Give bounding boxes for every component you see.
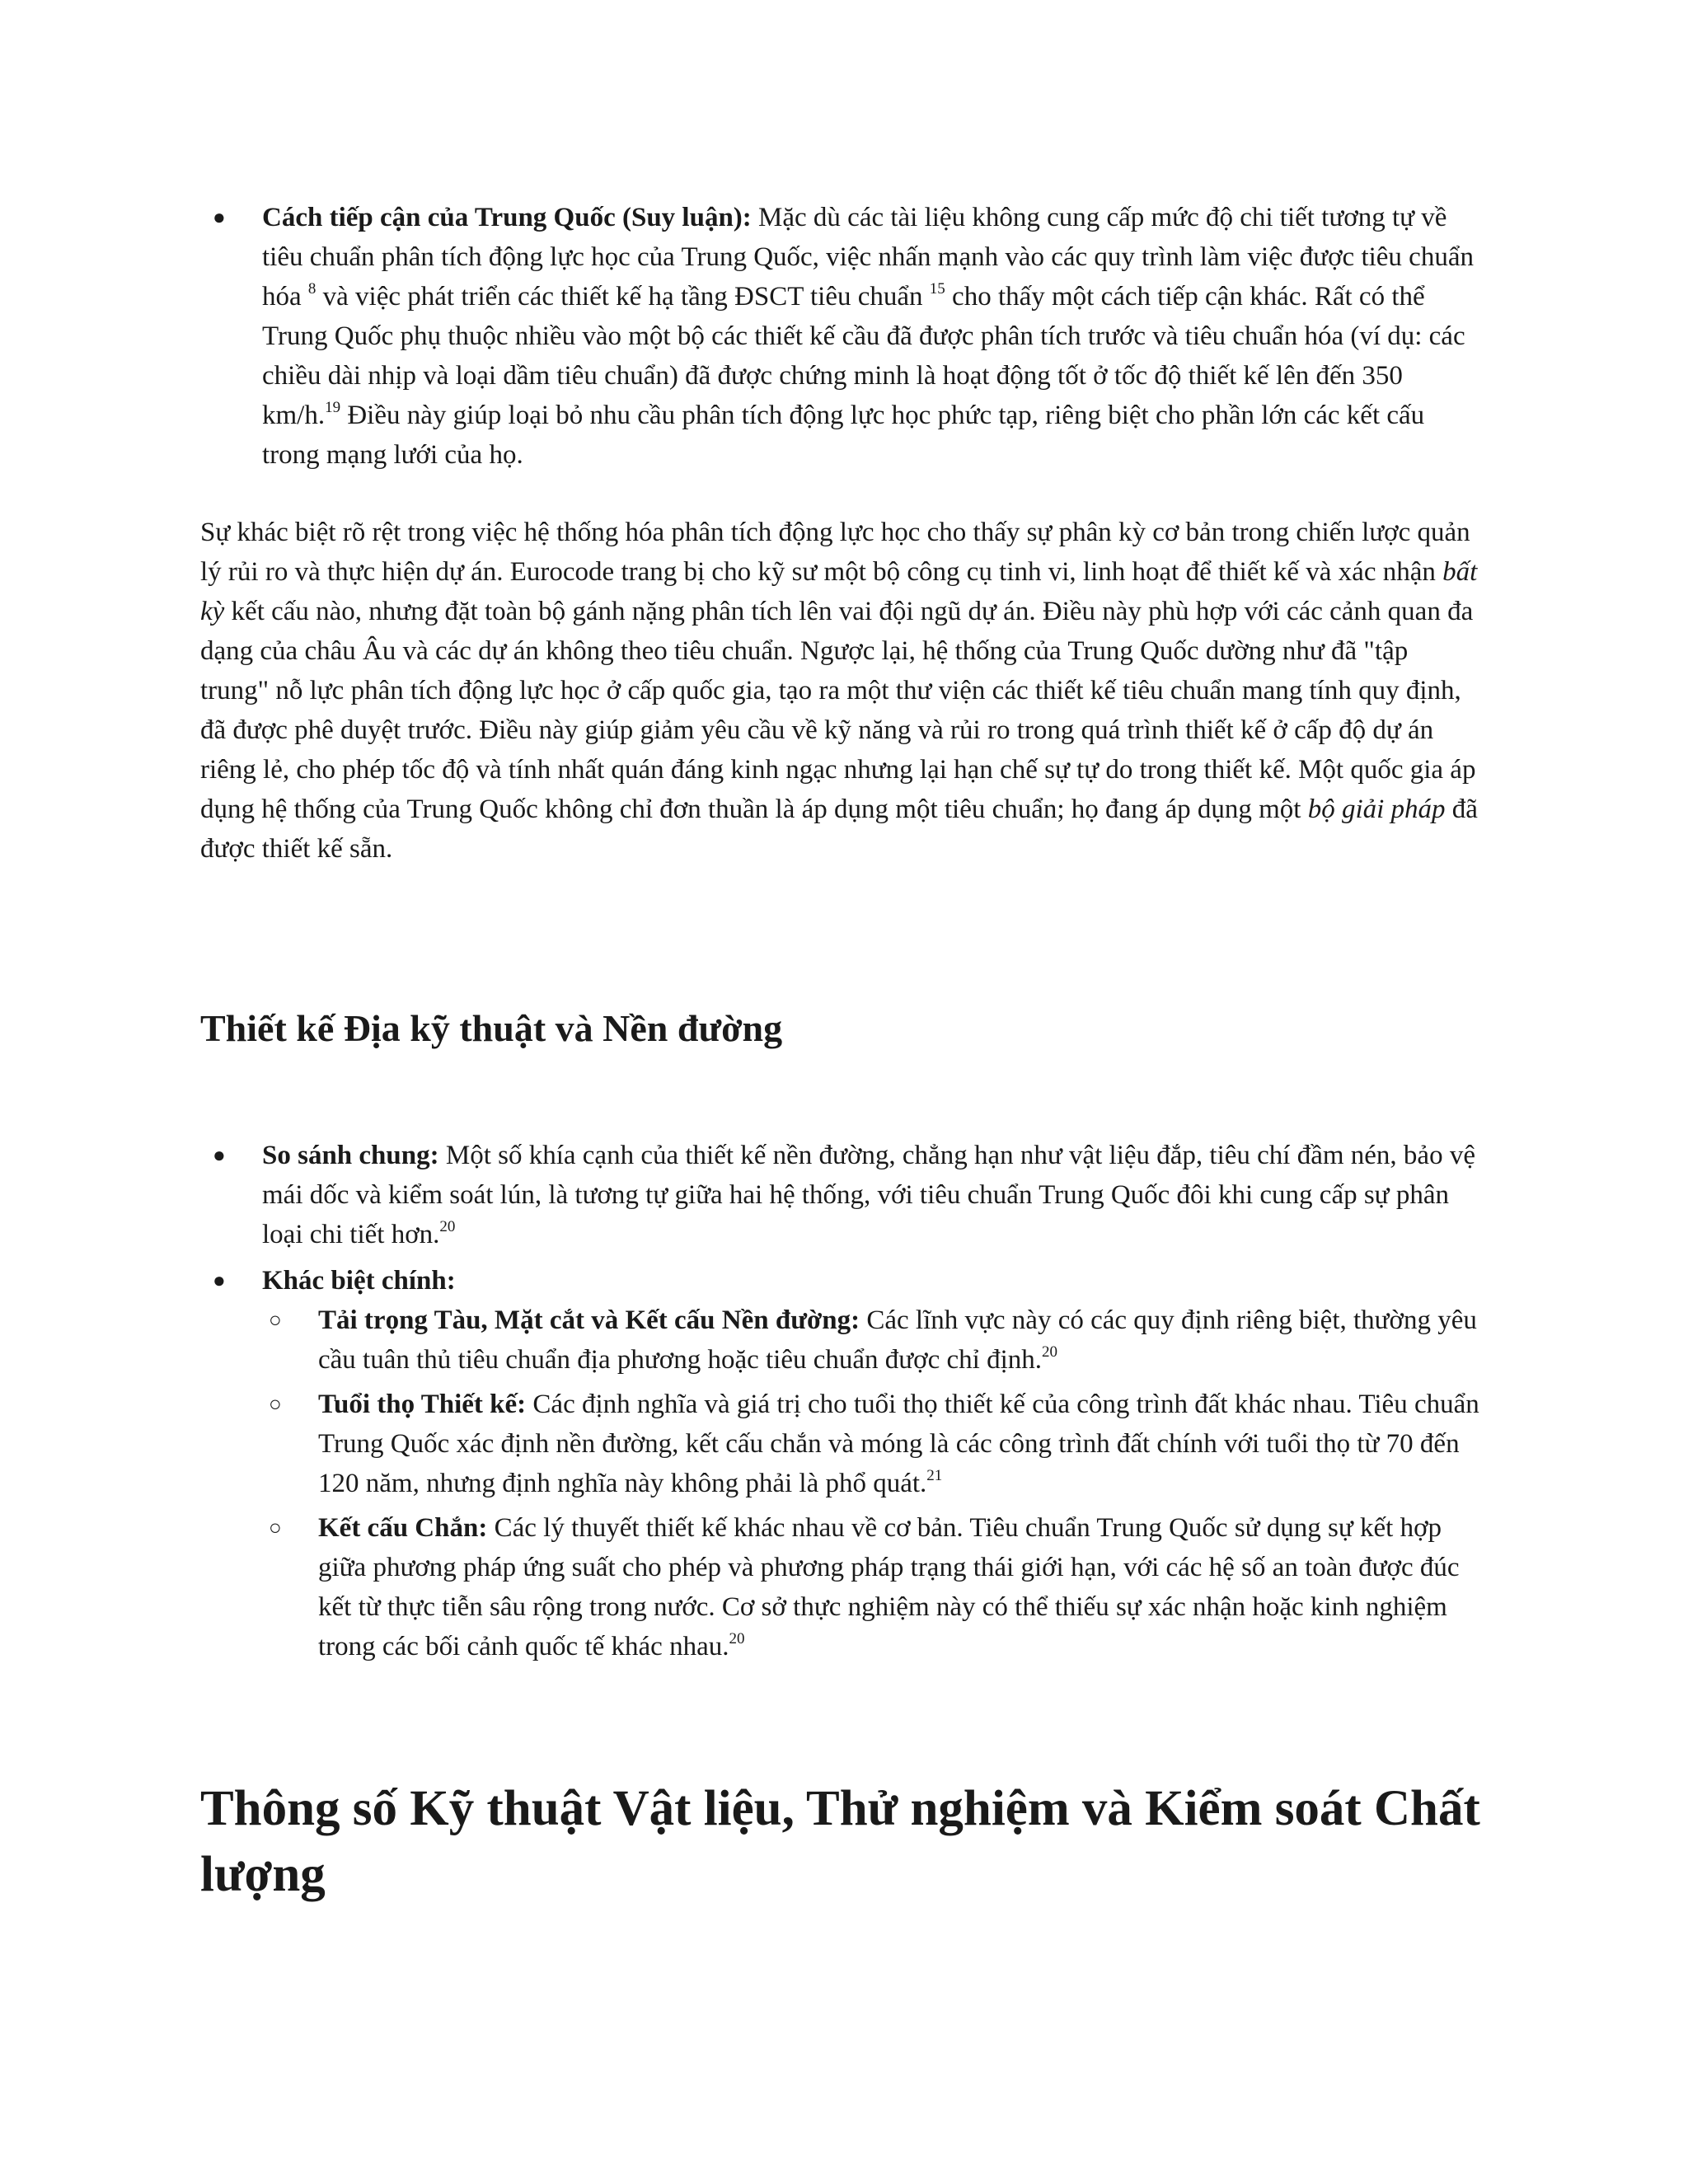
footnote-ref[interactable]: 15 bbox=[929, 280, 945, 298]
footnote-ref[interactable]: 20 bbox=[1042, 1343, 1057, 1361]
sub-item-design-life bbox=[318, 1385, 1482, 1503]
sub-item-label: Tải trọng Tàu, Mặt cắt và Kết cấu Nền đường: bbox=[318, 1305, 860, 1335]
sub-item-retaining-structures bbox=[318, 1508, 1482, 1666]
sub-bullet-marker: ○ bbox=[269, 1516, 282, 1540]
bullet-text: và việc phát triển các thiết kế hạ tầng ĐSCT tiêu chuẩn bbox=[316, 282, 930, 312]
sub-item-label: Kết cấu Chắn: bbox=[318, 1513, 488, 1543]
body-paragraph bbox=[200, 513, 1483, 869]
bullet-label: So sánh chung: bbox=[262, 1141, 439, 1170]
bullet-china-approach bbox=[262, 198, 1482, 475]
section-heading-geotechnical: Thiết kế Địa kỹ thuật và Nền đường bbox=[200, 1007, 783, 1049]
bullet-label: Khác biệt chính: bbox=[262, 1266, 456, 1296]
paragraph-text: kết cấu nào, nhưng đặt toàn bộ gánh nặng phân tích lên vai đội ngũ dự án. Điều này phù hợp với các cảnh quan đa dạng của châu Âu và các dự án không theo tiêu chuẩn. Ngược lại, hệ thống của Trung Quốc dường như đã "tập trung" nỗ lực phân tích động lực học ở cấp quốc gia, tạo ra một thư viện các thiết kế tiêu chuẩn mang tính quy định, đã được phê duyệt trước. Điều này giúp giảm yêu cầu về kỹ năng và rủi ro trong quá trình thiết kế ở cấp độ dự án riêng lẻ, cho phép tốc độ và tính nhất quán đáng kinh ngạc nhưng lại hạn chế sự tự do trong thiết kế. Một quốc gia áp dụng hệ thống của Trung Quốc không chỉ đơn thuần là áp dụng một tiêu chuẩn; họ đang áp dụng một bbox=[200, 597, 1476, 824]
footnote-ref[interactable]: 20 bbox=[729, 1630, 745, 1647]
paragraph-text: Sự khác biệt rõ rệt trong việc hệ thống hóa phân tích động lực học cho thấy sự phân kỳ cơ bản trong chiến lược quản lý rủi ro và thực hiện dự án. Eurocode trang bị cho kỹ sư một bộ công cụ tinh vi, linh hoạt để thiết kế và xác nhận bbox=[200, 518, 1470, 587]
emphasis-text: bộ giải pháp bbox=[1307, 794, 1446, 824]
bullet-marker: ● bbox=[213, 1268, 226, 1292]
sub-item-label: Tuổi thọ Thiết kế: bbox=[318, 1390, 527, 1419]
footnote-ref[interactable]: 20 bbox=[439, 1218, 456, 1235]
bullet-marker: ● bbox=[213, 1143, 226, 1167]
sub-item-text: Các định nghĩa và giá trị cho tuổi thọ thiết kế của công trình đất khác nhau. Tiêu chuẩn Trung Quốc xác định nền đường, kết cấu chắn và móng là các công trình đất chính với tuổi thọ từ 70 đến 120 năm, nhưng định nghĩa này không phải là phổ quát. bbox=[318, 1390, 1479, 1498]
emphasis-text: bất kỳ bbox=[200, 557, 1478, 626]
bullet-text: cho thấy một cách tiếp cận khác. Rất có thể Trung Quốc phụ thuộc nhiều vào một bộ các thiết kế cầu đã được phân tích trước và tiêu chuẩn hóa (ví dụ: các chiều dài nhịp và loại dầm tiêu chuẩn) đã được chứng minh là hoạt động tốt ở tốc độ thiết kế lên đến 350 km/h. bbox=[262, 282, 1465, 430]
sub-bullet-marker: ○ bbox=[269, 1308, 282, 1332]
section-heading-materials: Thông số Kỹ thuật Vật liệu, Thử nghiệm và Kiểm soát Chất lượng bbox=[200, 1781, 1480, 1902]
sub-item-text: Các lý thuyết thiết kế khác nhau về cơ bản. Tiêu chuẩn Trung Quốc sử dụng sự kết hợp giữa phương pháp ứng suất cho phép và phương pháp trạng thái giới hạn, với các hệ số an toàn được đúc kết từ thực tiễn sâu rộng trong nước. Cơ sở thực nghiệm này có thể thiếu sự xác nhận hoặc kinh nghiệm trong các bối cảnh quốc tế khác nhau. bbox=[318, 1513, 1460, 1661]
footnote-ref[interactable]: 8 bbox=[307, 280, 316, 298]
sub-bullet-marker: ○ bbox=[269, 1392, 282, 1416]
bullet-key-differences bbox=[262, 1261, 1482, 1301]
bullet-text: Điều này giúp loại bỏ nhu cầu phân tích động lực học phức tạp, riêng biệt cho phần lớn các kết cấu trong mạng lưới của họ. bbox=[262, 401, 1425, 470]
footnote-ref[interactable]: 21 bbox=[926, 1467, 943, 1484]
paragraph-text: đã được thiết kế sẵn. bbox=[200, 794, 1478, 864]
bullet-marker: ● bbox=[213, 205, 226, 229]
sub-item-text: Các lĩnh vực này có các quy định riêng biệt, thường yêu cầu tuân thủ tiêu chuẩn địa phương hoặc tiêu chuẩn được chỉ định. bbox=[318, 1305, 1477, 1375]
bullet-label: Cách tiếp cận của Trung Quốc (Suy luận): bbox=[262, 203, 752, 232]
sub-item-train-load bbox=[318, 1301, 1482, 1380]
bullet-general-comparison bbox=[262, 1136, 1482, 1254]
bullet-text: Một số khía cạnh của thiết kế nền đường, chẳng hạn như vật liệu đắp, tiêu chí đầm nén, bảo vệ mái dốc và kiểm soát lún, là tương tự giữa hai hệ thống, với tiêu chuẩn Trung Quốc đôi khi cung cấp sự phân loại chi tiết hơn. bbox=[262, 1141, 1475, 1249]
footnote-ref[interactable]: 19 bbox=[325, 399, 341, 416]
bullet-text: Mặc dù các tài liệu không cung cấp mức độ chi tiết tương tự về tiêu chuẩn phân tích động lực học của Trung Quốc, việc nhấn mạnh vào các quy trình làm việc được tiêu chuẩn hóa bbox=[262, 203, 1474, 312]
